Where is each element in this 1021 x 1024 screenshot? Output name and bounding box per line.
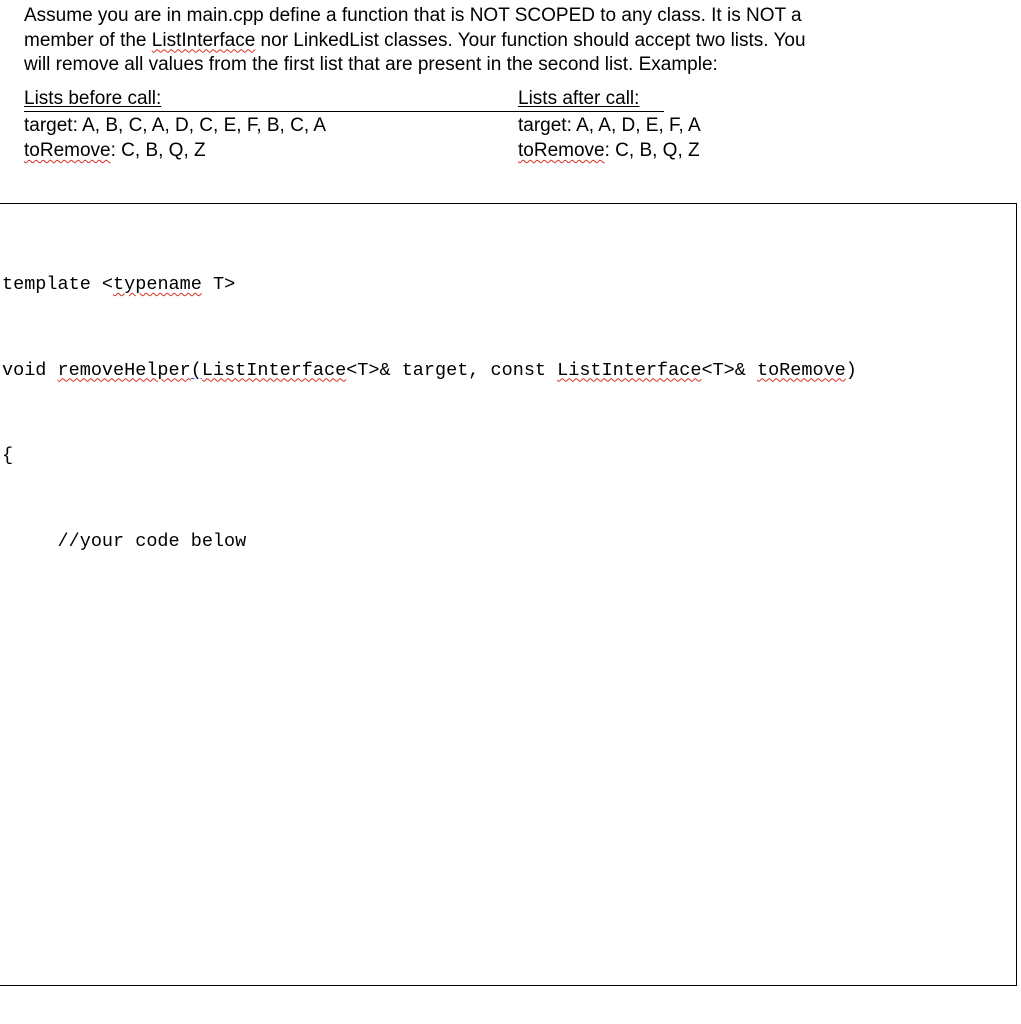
example-table xyxy=(24,88,784,165)
code-token: T> xyxy=(201,274,236,295)
code-token-misspelled: toRemove xyxy=(756,359,846,381)
example-header-row xyxy=(24,88,664,112)
code-token: void xyxy=(2,359,58,381)
code-line-1 xyxy=(2,271,857,300)
code-token-misspelled: ListInterface xyxy=(557,359,702,381)
toremove-separator: : xyxy=(110,140,122,161)
instructions-text: member of the xyxy=(24,29,152,51)
after-heading: Lists after call: xyxy=(518,88,640,109)
code-line-2 xyxy=(2,357,857,386)
target-before xyxy=(24,115,326,137)
toremove-label: toRemove xyxy=(24,140,111,161)
toremove-after xyxy=(518,140,700,162)
example-target-row xyxy=(24,115,784,140)
instructions-line-3: will remove all values from the first list that are present in the second list. Example: xyxy=(24,54,718,75)
code-token: ) xyxy=(845,359,857,381)
instructions-paragraph xyxy=(24,4,984,78)
target-label: target: xyxy=(518,115,577,136)
code-answer-box[interactable] xyxy=(0,203,1017,986)
toremove-separator: : xyxy=(604,140,616,161)
code-token: template < xyxy=(2,274,114,295)
code-token: <T>& target, const xyxy=(346,359,558,381)
example-toremove-row xyxy=(24,140,784,165)
instructions-line-1: Assume you are in main.cpp define a function that is NOT SCOPED to any class. It is NOT a xyxy=(24,5,802,26)
toremove-before xyxy=(24,140,206,162)
target-after xyxy=(518,115,701,137)
toremove-label: toRemove xyxy=(518,140,605,161)
code-token-misspelled: removeHelper xyxy=(57,359,191,381)
code-line-3: { xyxy=(2,445,14,466)
target-label: target: xyxy=(24,115,83,136)
target-after-values: A, A, D, E, F, A xyxy=(576,115,701,136)
before-heading: Lists before call: xyxy=(24,88,162,109)
code-token-misspelled: typename xyxy=(113,274,202,295)
target-before-values: A, B, C, A, D, C, E, F, B, C, A xyxy=(82,115,327,136)
toremove-after-values: C, B, Q, Z xyxy=(615,140,700,161)
code-token: <T>& xyxy=(701,359,757,381)
instructions-text: nor LinkedList classes. Your function should accept two lists. You xyxy=(255,29,806,51)
toremove-before-values: C, B, Q, Z xyxy=(121,140,206,161)
code-line-4: //your code below xyxy=(2,530,247,552)
misspelled-word: ListInterface xyxy=(151,29,256,51)
code-token-misspelled: ListInterface xyxy=(201,359,347,381)
code-block xyxy=(2,214,857,613)
instructions-line-2 xyxy=(24,29,984,54)
code-token-grammar: ( xyxy=(190,359,202,381)
